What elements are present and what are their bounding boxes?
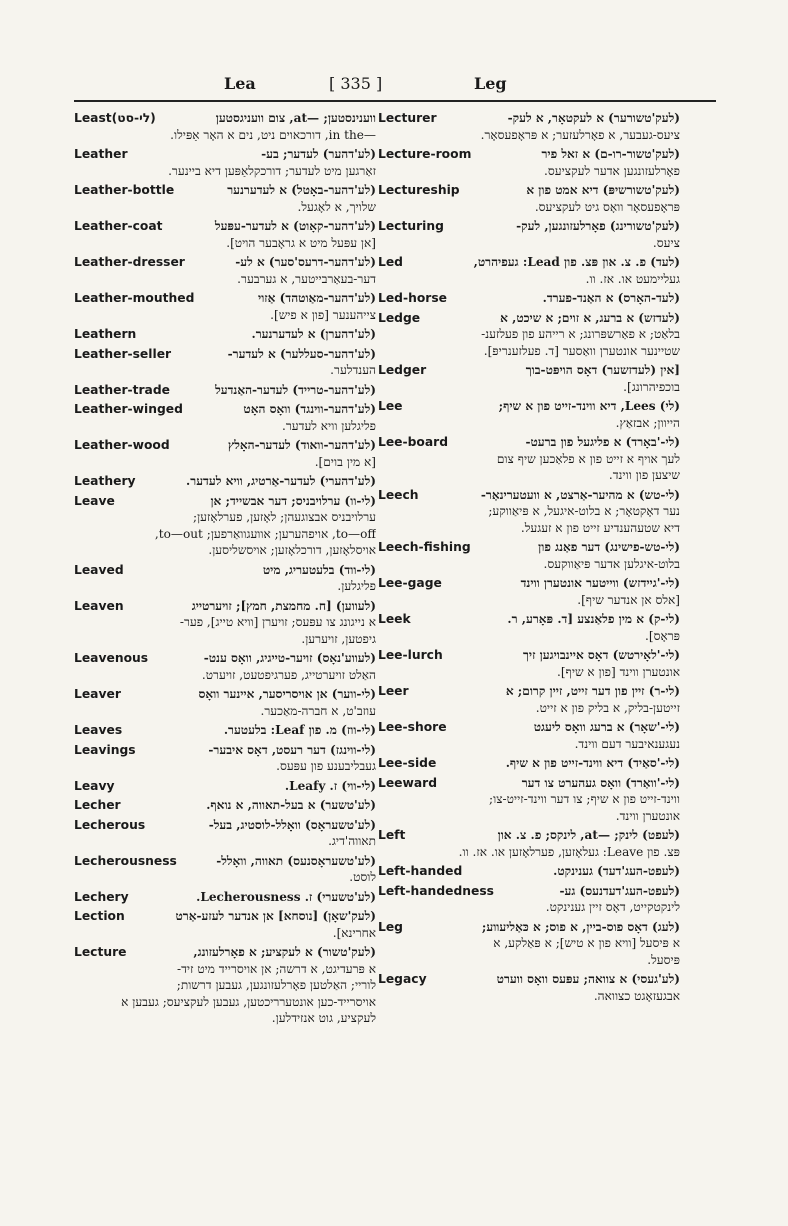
- entry-continuation: ווינד-זייט פון א שיף; צו דער ווינד-זייט-צו;: [489, 792, 680, 806]
- entry-definition: (לע'דהער-סעללער) א לעדער-: [227, 346, 376, 361]
- entry-continuation: א פּיסעל [וויא פון א טיש]; א פּאַלקע, א: [493, 936, 680, 950]
- entry-continuation: פּיסעל.: [647, 952, 680, 967]
- entry-continuation: אונטערן ווינד [פון א שיף].: [557, 664, 680, 679]
- entry-definition: (לי) Lees, דיא ווינד-זייט פון א שיף;: [498, 399, 680, 413]
- entry-definition: (לי-ק) א מין פלאַנצע [ד. פּאָרע, ר.: [507, 612, 680, 626]
- entry-definition: ווענינסטען; —at, צום וועניגסטען: [215, 111, 376, 125]
- dictionary-entry: [74, 382, 376, 399]
- dictionary-entry: [378, 182, 680, 215]
- entry-continuation: אויסלאָזען, דורכלאָזען; אויסשליסען.: [208, 543, 376, 557]
- entry-headword: Leek: [378, 612, 411, 626]
- header-right-guide-word: Leg: [474, 74, 507, 93]
- entry-continuation: לוסט.: [349, 870, 376, 884]
- entry-continuation: to—off, אויפהערען; אוועגוואַרפען; to—out,: [154, 526, 376, 541]
- entry-headword: Lee-shore: [378, 720, 447, 734]
- entry-headword: Lecture-room: [378, 147, 472, 161]
- dictionary-entry: [74, 110, 376, 143]
- dictionary-entry: [74, 650, 376, 683]
- entry-definition: (לעד) פ. צ. און פּצ. פון Lead: געפיהרט,: [473, 255, 680, 269]
- entry-continuation: דיא שטעהענדיע זייט פון א זעגעל.: [520, 520, 680, 535]
- entry-definition: (לי-'שאָר) א ברעג וואָס ליעגט: [533, 720, 680, 734]
- dictionary-entry: [378, 775, 680, 825]
- entry-definition: (לי-ווז) מ. פון Leaf: בלעטער.: [223, 723, 376, 737]
- entry-definition: (לי-'לאָירטש) דאָס איינבויגען זיך: [522, 648, 680, 662]
- entry-headword: Lectureship: [378, 183, 460, 197]
- entry-definition: (לי-ווינגז) דער רעסט, דאָס איבער-: [208, 742, 376, 757]
- entry-definition: (לעדזש) א ברעג, א זוים; א שיכט, א: [500, 310, 680, 325]
- entry-definition: (לעק'טשור-רו-ם) א זאל פיר: [541, 147, 680, 161]
- entry-headword: Lecturer: [378, 111, 437, 125]
- entry-definition: (לע'געסי) א צוואה; עפּעס וואָס ווערט: [496, 972, 680, 986]
- entry-continuation: ערלויבניס אבצוגעהן; לאָזען, פערלאָזען;: [193, 510, 376, 524]
- entry-headword: Leather-bottle: [74, 183, 175, 197]
- dictionary-entry: [74, 401, 376, 434]
- dictionary-entry: [74, 182, 376, 215]
- entry-headword: Legacy: [378, 972, 427, 986]
- entry-continuation: פּראָפעסאָר וואָס גיט לעקציעס.: [534, 199, 680, 214]
- right-column: [378, 110, 680, 1200]
- dictionary-entry: [74, 346, 376, 379]
- dictionary-entry: [74, 853, 376, 886]
- entry-continuation: גיפטען, זויערען.: [301, 631, 376, 646]
- dictionary-entry: [74, 146, 376, 179]
- entry-definition: (לע'טשער) א בעל-תאווה, א נואף.: [206, 798, 376, 812]
- entry-headword: Leathern: [74, 327, 137, 341]
- entry-continuation: אויסרייד-כען אונטערריכטען, געבען לעקציעס; געבען א: [121, 994, 376, 1009]
- entry-definition: (לע'דהערי) לעדער-אַרטיג, וויא לעדער.: [186, 474, 376, 488]
- entry-headword: Leech-fishing: [378, 540, 471, 554]
- entry-definition: (לי-טש) א מהיער-אַרצט, א וועטערינאַר-: [480, 487, 680, 502]
- entry-headword: Leather-mouthed: [74, 291, 195, 305]
- entry-headword: Lecher: [74, 798, 121, 812]
- entry-definition: (לע'דהער-וואוד) לעדער-האָלץ: [227, 438, 376, 452]
- entry-continuation: תאווה'דיג.: [328, 834, 376, 848]
- dictionary-entry: [74, 889, 376, 906]
- dictionary-entry: [378, 919, 680, 969]
- entry-continuation: —in the, דורכאוים ניט, נים א האָר אַפּילו.: [170, 127, 376, 142]
- entry-headword: Leather-coat: [74, 219, 163, 233]
- entry-definition: (לעד-האָרס) א האַנד-פערד.: [542, 291, 680, 305]
- entry-headword: Lecturing: [378, 219, 444, 233]
- entry-continuation: זאַרגען מיט לעדער; דורכקלאַפּען דיא ביינער.: [168, 163, 376, 178]
- page-header: [74, 72, 714, 100]
- entry-continuation: לינקטקייט, דאָס זיין גענינקט.: [545, 900, 680, 914]
- dictionary-entry: [74, 598, 376, 648]
- dictionary-entry: [378, 218, 680, 251]
- entry-definition: (לע'דהער-דרעס'סער) א לע-: [235, 255, 376, 269]
- entry-headword: Leaven: [74, 598, 124, 613]
- entry-definition: (לעק'טשור) א לעקציע; א פאָרלעזונג,: [193, 945, 376, 959]
- entry-continuation: פּצ. פון Leave: געלאָזען, פערלאָזען או. אז. וו.: [458, 844, 680, 859]
- dictionary-entry: [378, 755, 680, 772]
- entry-definition: (לי-'גיידזש) ווייטער אונטערן ווינד: [520, 576, 680, 590]
- entry-continuation: פּראָס].: [645, 628, 680, 643]
- dictionary-entry: [74, 493, 376, 559]
- entry-definition: (לע'טשעראָסנעס) תאווה, וואָלל-: [216, 853, 376, 868]
- entry-continuation: א נייגונג צו עפּעס; זויערן [וויא טייג], פער-: [179, 615, 376, 629]
- entry-definition: (לע'דהער-קאָוט) א לעדער-עפּעל: [214, 219, 376, 233]
- dictionary-entry: [378, 398, 680, 431]
- entry-headword: Least(לי-סט): [74, 111, 156, 125]
- dictionary-entry: [74, 290, 376, 323]
- dictionary-entry: [378, 487, 680, 537]
- entry-headword: Ledger: [378, 363, 427, 377]
- dictionary-entry: [74, 218, 376, 251]
- dictionary-entry: [378, 719, 680, 752]
- entry-continuation: שטיינער אונטערן וואַסער [ד. פעלזענריפּ].: [483, 343, 680, 358]
- entry-continuation: עוזב'ט, א חברה-מאַכער.: [260, 703, 376, 718]
- dictionary-entry: [378, 883, 680, 916]
- entry-continuation: ציעס.: [652, 235, 680, 250]
- dictionary-entry: [378, 827, 680, 860]
- entry-headword: Leavings: [74, 742, 136, 757]
- entry-continuation: [אלס אן אנדער שיף].: [577, 592, 680, 607]
- dictionary-entry: [74, 473, 376, 490]
- entry-headword: Left-handedness: [378, 883, 494, 898]
- entry-definition: (לע'דהער-באָטל) א לעדערנער: [227, 183, 376, 197]
- entry-definition: (לי-ר) זיין פון דער זייט, זיין קרום; א: [505, 684, 680, 698]
- entry-definition: (לי-'וואַרד) וואָס געהערט צו דער: [521, 775, 680, 790]
- dictionary-entry: [74, 562, 376, 595]
- entry-headword: Leather: [74, 147, 128, 161]
- entry-definition: (לע'דהער-מאַוטהד) אַזוי: [258, 291, 376, 305]
- entry-headword: Lee-side: [378, 756, 437, 770]
- page-number: [ 335 ]: [329, 74, 383, 93]
- entry-continuation: בוכפיהרונג].: [623, 379, 680, 394]
- dictionary-entry: [378, 110, 680, 143]
- entry-definition: (לעפט-העג'דעד) גענינקט.: [553, 864, 680, 878]
- entry-headword: Led-horse: [378, 291, 448, 305]
- entry-headword: Left: [378, 828, 406, 842]
- dictionary-entry: [74, 722, 376, 739]
- entry-headword: Leaves: [74, 723, 123, 737]
- entry-continuation: אחרינא].: [332, 925, 376, 940]
- entry-continuation: שלויך, א לאָגעל.: [297, 199, 376, 214]
- header-rule: [74, 100, 716, 102]
- dictionary-entry: [378, 254, 680, 287]
- left-column: [74, 110, 376, 1200]
- entry-headword: Leavenous: [74, 651, 149, 665]
- entry-definition: (לע'דהערן) א לעדערנער.: [251, 327, 376, 341]
- dictionary-entry: [74, 742, 376, 775]
- dictionary-entry: [378, 611, 680, 644]
- entry-continuation: פליגלען.: [337, 579, 376, 593]
- entry-definition: (לע'דהער) לעדער; בע-: [261, 147, 376, 161]
- entry-continuation: שיצען פון ווינד.: [608, 468, 680, 482]
- dictionary-entry: [74, 326, 376, 343]
- entry-continuation: [א מין בוים].: [314, 454, 376, 469]
- dictionary-entry: [378, 146, 680, 179]
- dictionary-entry: [74, 437, 376, 470]
- dictionary-entry: [378, 539, 680, 572]
- entry-continuation: דער-בעאַרבייטער, א גערבער.: [237, 271, 376, 286]
- dictionary-entry: [378, 362, 680, 395]
- entry-headword: Leaved: [74, 562, 124, 577]
- entry-headword: Lee: [378, 399, 403, 413]
- entry-headword: Leather-seller: [74, 346, 172, 361]
- entry-headword: Led: [378, 255, 403, 269]
- entry-headword: Leather-dresser: [74, 255, 185, 269]
- entry-headword: Lee-lurch: [378, 648, 443, 662]
- entry-continuation: בלוט-איגלען אדער פּיאַווקעס.: [543, 556, 680, 571]
- header-left-guide-word: Lea: [224, 74, 256, 93]
- entry-definition: (לעק'שאָן) [נוסחא] אן אנדער לעזע-אַרט: [175, 909, 376, 923]
- entry-continuation: א פּרעדיגט, א דרשה; אן אויסרייד מיט זיד-: [177, 961, 376, 976]
- entry-definition: (לעפט) לינק; —at, לינקס; פ. צ. און: [497, 828, 680, 842]
- entry-headword: Leer: [378, 684, 409, 698]
- dictionary-entry: [378, 290, 680, 307]
- entry-continuation: צייהענער [פון א פיש].: [270, 307, 376, 322]
- entry-continuation: פליגלען וויא לעדער.: [282, 418, 376, 433]
- entry-continuation: לוריי; האַלטען פאָרלעזונגען, געבען דרשות;: [176, 978, 376, 992]
- dictionary-entry: [378, 310, 680, 360]
- dictionary-entry: [378, 434, 680, 484]
- entry-definition: (לי-טש-פישינג) דער פאַנג פון: [538, 540, 680, 554]
- entry-continuation: פאָרלעזונגען אדער לעקציעס.: [544, 163, 680, 178]
- entry-continuation: געליימעט או. אז. וו.: [585, 271, 680, 286]
- entry-definition: (לעק'טשורער) א לעקטאָר, א לעק-: [507, 111, 680, 125]
- entry-headword: Left-handed: [378, 864, 463, 878]
- dictionary-entry: [378, 683, 680, 716]
- entry-headword: Leather-winged: [74, 402, 183, 416]
- entry-headword: Lecherousness: [74, 853, 177, 868]
- entry-definition: (לי-ווד) בלעטעריג, מיט: [262, 562, 376, 577]
- entry-continuation: נעגענאיבער דעם ווינד.: [574, 736, 680, 751]
- entry-headword: Leg: [378, 919, 403, 934]
- entry-continuation: בלאַט; א פאַרשפּרונג; א רייהע פון פעלזענ-: [481, 327, 680, 341]
- entry-headword: Leaver: [74, 687, 121, 701]
- dictionary-entry: [74, 254, 376, 287]
- dictionary-entry: [74, 908, 376, 941]
- dictionary-entry: [378, 971, 680, 1004]
- entry-headword: Lechery: [74, 889, 129, 904]
- entry-continuation: אונטערן ווינד.: [615, 808, 680, 823]
- entry-definition: (לעווען) [ח. מחמצת, חמץ]; זויערטייג: [191, 598, 376, 613]
- entry-headword: Leather-trade: [74, 382, 170, 397]
- entry-headword: Lecture: [74, 945, 127, 959]
- dictionary-entry: [74, 778, 376, 795]
- entry-definition: (לעפט-העג'דעדנעס) גע-: [559, 883, 680, 898]
- entry-definition: [אין (לעדזשער) דאָס הויפּט-בוך: [525, 363, 680, 377]
- entry-continuation: לעך אויף א זייט פון א פלאַכען שיף צום: [496, 451, 680, 466]
- entry-continuation: ציעס-געבער, א פאָרלעזער; א פּראָפעסאָר.: [480, 127, 680, 142]
- entry-definition: (לעק'טשורינג) פאָרלעזונגען, לעק-: [516, 219, 680, 233]
- entry-definition: (לי-ווער) אן אויסריסער, איינער וואָס: [198, 687, 376, 701]
- entry-continuation: הענדלער.: [330, 363, 376, 377]
- entry-definition: (לעק'טשורשיפּ) דיא אמט פון א: [526, 183, 680, 197]
- entry-headword: Leeward: [378, 775, 438, 790]
- entry-definition: (לע'טשעראָס) וואָלל-לוסטיג, בעל-: [208, 817, 376, 832]
- dictionary-entry: [74, 817, 376, 850]
- dictionary-entry: [74, 797, 376, 814]
- entry-headword: Leavy: [74, 778, 115, 793]
- entry-continuation: האַלט זויערטייג, פערגיפטעט, זויערט.: [201, 667, 376, 682]
- dictionary-entry: [74, 944, 376, 1027]
- dictionary-entry: [378, 575, 680, 608]
- entry-headword: Leech: [378, 487, 419, 502]
- entry-continuation: געבליבענע פון עפּעס.: [276, 759, 376, 773]
- entry-continuation: אבגעזאָגט כצוואה.: [593, 988, 680, 1003]
- entry-definition: (לע'טשערי) ז. Lecherousness.: [196, 889, 376, 904]
- entry-continuation: נער דאָקטאָר; א בלוט-איגעל, א פּיאַווקע;: [488, 504, 680, 518]
- dictionary-entry: [378, 863, 680, 880]
- entry-headword: Leathery: [74, 474, 136, 488]
- entry-headword: Leave: [74, 493, 115, 508]
- entry-definition: (לי-ווי) ז. Leafy.: [284, 778, 376, 793]
- dictionary-entry: [378, 647, 680, 680]
- entry-continuation: [אן עפּעל מיט א גראָבער הויט].: [226, 235, 376, 250]
- entry-continuation: זייטען-בליק, א בליק פון א זייט.: [535, 700, 680, 715]
- entry-continuation: לעקציע, גוט אנזידלען.: [271, 1011, 376, 1025]
- entry-definition: (לי-'סאַיד) דיא ווינד-זייט פון א שיף.: [505, 756, 680, 770]
- dictionary-entry: [74, 686, 376, 719]
- entry-headword: Leather-wood: [74, 438, 170, 452]
- entry-definition: (לי-וו) ערלויבניס; דער אבשייד; אן: [210, 493, 376, 508]
- entry-definition: (לי-'באָרד) א פליגעל פון ברעט-: [525, 435, 680, 449]
- entry-continuation: הייוון; אבזאַץ.: [615, 415, 680, 430]
- entry-headword: Ledge: [378, 310, 421, 325]
- entry-definition: (לע'דהער-טרייד) לעדער-האַנדעל: [215, 382, 376, 397]
- entry-headword: Lection: [74, 909, 125, 923]
- entry-definition: (לעג) דאָס פוס-ביין, א פוס; א כּאַליעווע;: [481, 919, 680, 934]
- entry-definition: (לע'דהער-ווינגד) וואָס האָט: [243, 402, 376, 416]
- entry-headword: Lecherous: [74, 817, 146, 832]
- entry-definition: (לעווע'נאָס) זויער-טייגיג, וואָס ענט-: [203, 651, 376, 665]
- entry-headword: Lee-gage: [378, 576, 442, 590]
- entry-headword: Lee-board: [378, 435, 449, 449]
